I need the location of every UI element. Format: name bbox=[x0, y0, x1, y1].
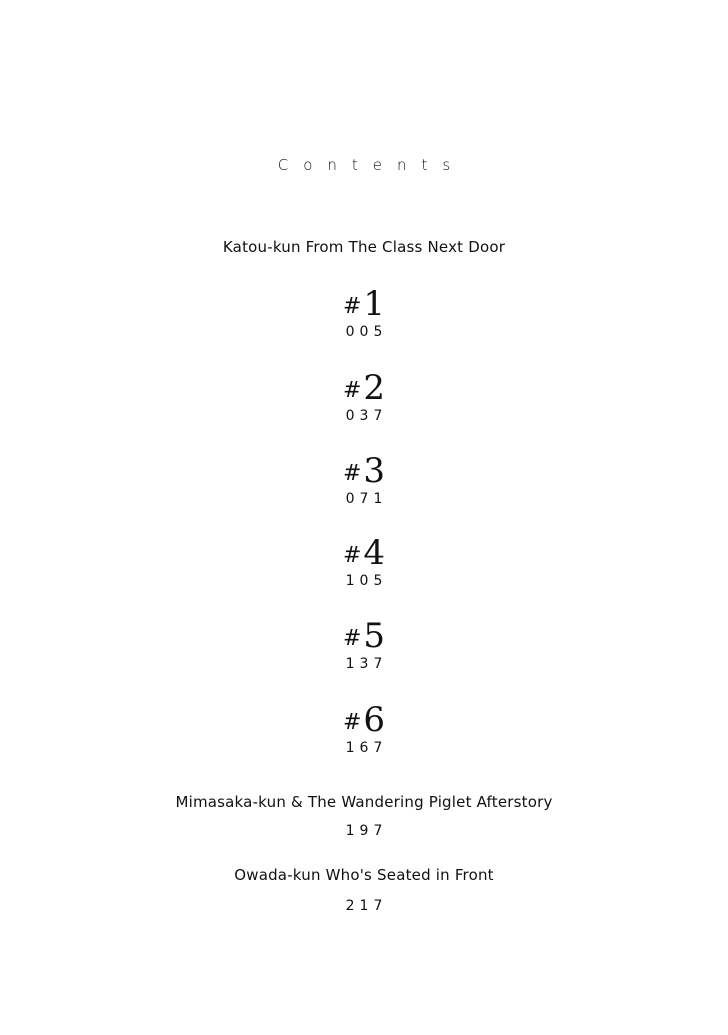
chapter-entry-4 bbox=[0, 535, 728, 589]
story-title-mimasaka: Mimasaka-kun & The Wandering Piglet Afterstory bbox=[175, 793, 553, 811]
chapter-entry-6 bbox=[0, 702, 728, 756]
chapter-number: #6 bbox=[342, 700, 386, 740]
chapter-page-number: 037 bbox=[345, 408, 388, 424]
chapter-entry-3 bbox=[0, 453, 728, 507]
chapter-number: #1 bbox=[342, 284, 386, 324]
chapter-page-number: 105 bbox=[345, 573, 388, 589]
chapter-page-number: 167 bbox=[345, 740, 388, 756]
story-page-number-owada: 217 bbox=[345, 898, 388, 914]
chapter-entry-1 bbox=[0, 286, 728, 340]
contents-heading: Contents bbox=[277, 156, 466, 174]
chapter-entry-5 bbox=[0, 618, 728, 672]
chapter-number: #5 bbox=[342, 616, 386, 656]
chapter-page-number: 071 bbox=[345, 491, 388, 507]
story-page-number-mimasaka: 197 bbox=[345, 823, 388, 839]
chapter-number: #2 bbox=[342, 368, 386, 408]
story-title-katou: Katou-kun From The Class Next Door bbox=[222, 238, 506, 256]
chapter-page-number: 005 bbox=[345, 324, 388, 340]
chapter-page-number: 137 bbox=[345, 656, 388, 672]
chapter-number: #3 bbox=[342, 451, 386, 491]
story-title-owada: Owada-kun Who's Seated in Front bbox=[234, 866, 494, 884]
chapter-number: #4 bbox=[342, 533, 386, 573]
chapter-entry-2 bbox=[0, 370, 728, 424]
